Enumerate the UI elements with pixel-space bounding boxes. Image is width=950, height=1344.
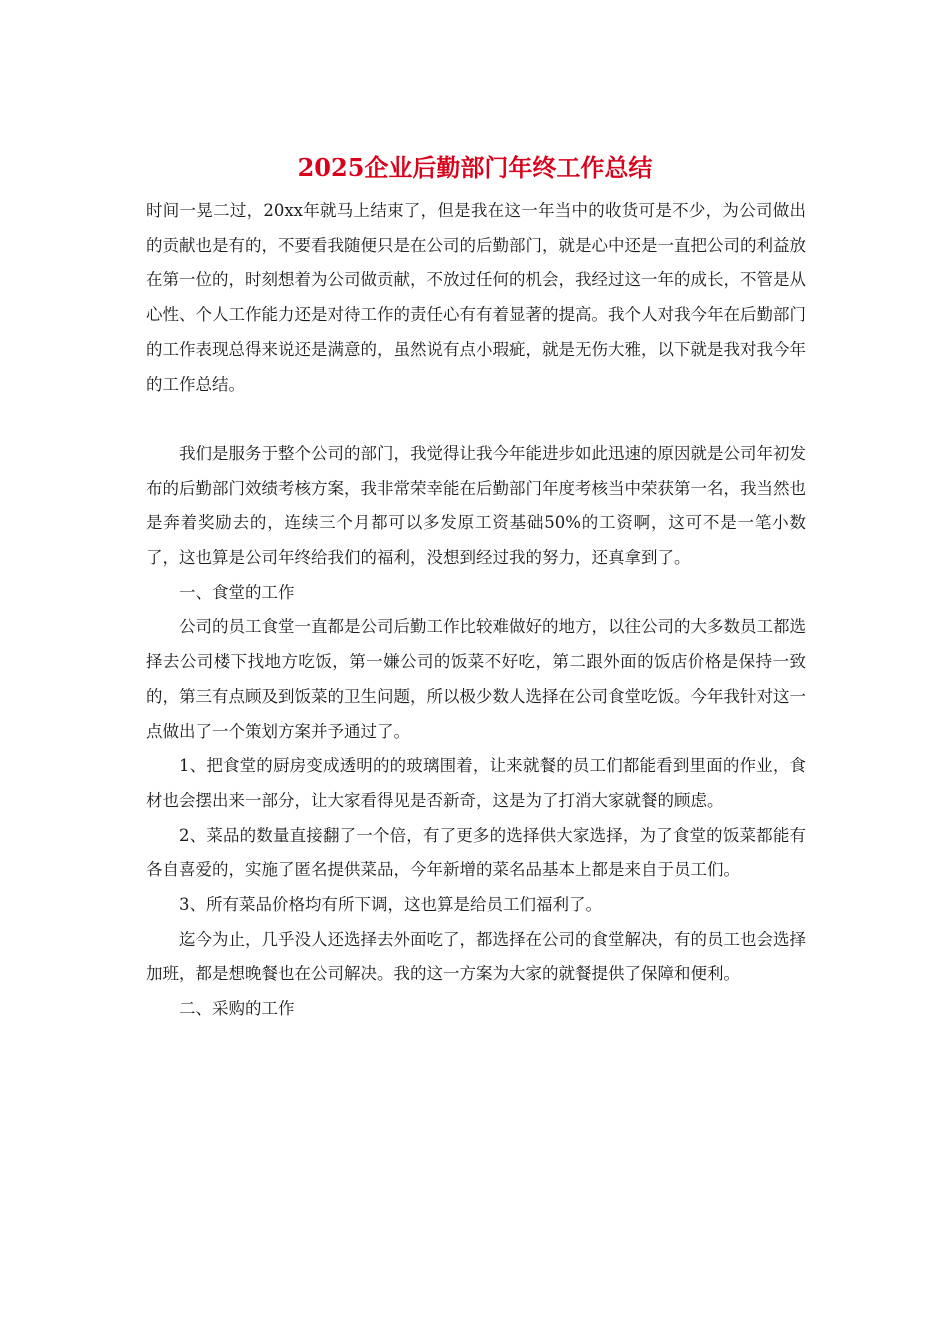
paragraph-intro: 时间一晃二过，20xx年就马上结束了，但是我在这一年当中的收货可是不少，为公司做出的贡献也是有的，不要看我随便只是在公司的后勤部门，就是心中还是一直把公司的利益放在第一位的，时刻想着为公司做贡献，不放过任何的机会，我经过这一年的成长，不管是从心性、个人工作能力还是对待工作的责任心有有着显著的提高。我个人对我今年在后勤部门的工作表现总得来说还是满意的，虽然说有点小瑕疵，就是无伤大雅，以下就是我对我今年的工作总结。	[146, 201, 806, 394]
document-body	[146, 194, 806, 1027]
paragraph-assessment: 我们是服务于整个公司的部门，我觉得让我今年能进步如此迅速的原因就是公司年初发布的后勤部门效绩考核方案，我非常荣幸能在后勤部门年度考核当中荣获第一名，我当然也是奔着奖励去的，连续三个月都可以多发原工资基础50%的工资啊，这可不是一笔小数了，这也算是公司年终给我们的福利，没想到经过我的努力，还真拿到了。	[146, 443, 806, 568]
section-heading-purchasing: 二、采购的工作	[179, 999, 295, 1019]
list-item-1: 1、把食堂的厨房变成透明的的玻璃围着，让来就餐的员工们都能看到里面的作业，食材也会摆出来一部分，让大家看得见是否新奇，这是为了打消大家就餐的顾虑。	[146, 756, 806, 810]
list-item-2: 2、菜品的数量直接翻了一个倍，有了更多的选择供大家选择，为了食堂的饭菜都能有各自喜爱的，实施了匿名提供菜品，今年新增的菜名品基本上都是来自于员工们。	[146, 825, 806, 880]
document-title: 2025企业后勤部门年终工作总结	[297, 153, 653, 182]
paragraph-canteen: 公司的员工食堂一直都是公司后勤工作比较难做好的地方，以往公司的大多数员工都选择去公司楼下找地方吃饭，第一嫌公司的饭菜不好吃，第二跟外面的饭店价格是保持一致的，第三有点顾及到饭菜的卫生问题，所以极少数人选择在公司食堂吃饭。今年我针对这一点做出了一个策划方案并予通过了。	[146, 617, 806, 741]
section-heading-canteen: 一、食堂的工作	[179, 582, 295, 602]
paragraph-canteen-result: 迄今为止，几乎没人还选择去外面吃了，都选择在公司的食堂解决，有的员工也会选择加班，都是想晚餐也在公司解决。我的这一方案为大家的就餐提供了保障和便利。	[146, 929, 806, 984]
list-item-3: 3、所有菜品价格均有所下调，这也算是给员工们福利了。	[179, 895, 602, 915]
